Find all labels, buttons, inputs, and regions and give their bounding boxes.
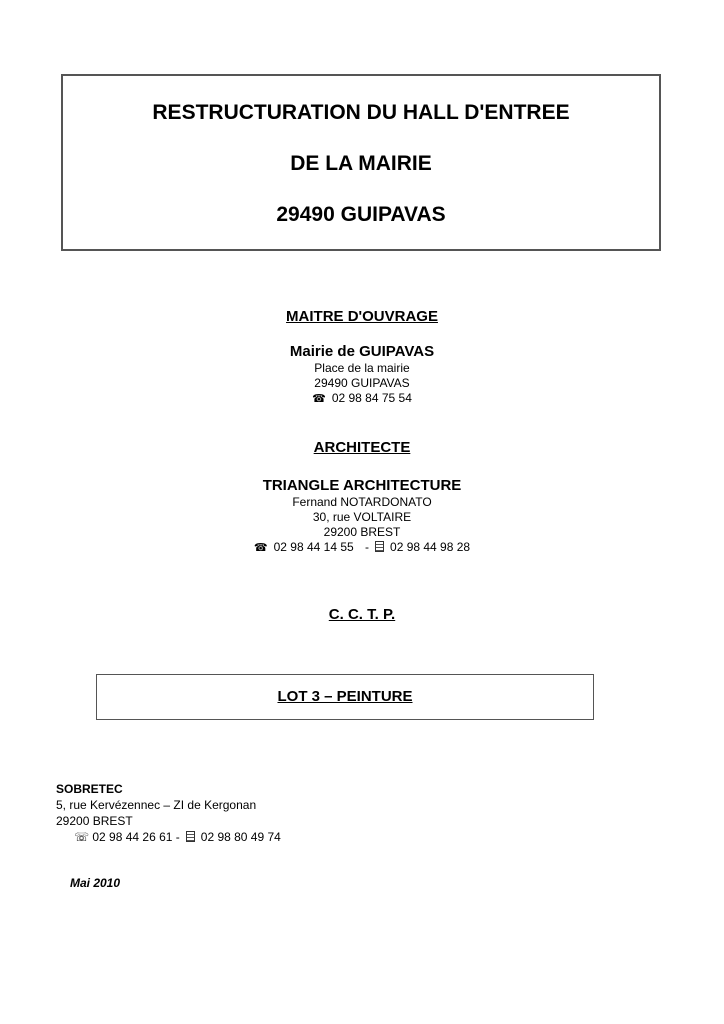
lot-box: [96, 674, 594, 720]
fax-icon: [186, 831, 195, 842]
architecte-phone: 02 98 44 14 55: [273, 540, 354, 554]
document-date: Mai 2010: [70, 876, 121, 890]
phone-icon: ☏: [74, 830, 90, 844]
company-address-2: 29200 BREST: [56, 814, 133, 828]
architecte-contact: Fernand NOTARDONATO: [292, 495, 432, 509]
title-line-3: 29490 GUIPAVAS: [276, 203, 446, 226]
architecte-fax: 02 98 44 98 28: [390, 540, 471, 554]
cctp-section: [0, 606, 724, 624]
lot-label: LOT 3 – PEINTURE: [277, 688, 413, 705]
fax-icon: [375, 541, 384, 552]
title-box: [61, 74, 661, 251]
maitre-ouvrage-phone: 02 98 84 75 54: [331, 391, 412, 405]
maitre-ouvrage-phone-line: [0, 391, 724, 407]
phone-icon: ☎: [312, 393, 326, 405]
phone-icon: ☎: [253, 542, 268, 554]
maitre-ouvrage-address-1: Place de la mairie: [314, 361, 410, 375]
cctp-heading: C. C. T. P.: [328, 606, 396, 623]
architecte-section: [0, 439, 724, 556]
title-line-2: DE LA MAIRIE: [290, 152, 432, 175]
company-name: SOBRETEC: [56, 782, 123, 796]
company-phone: 02 98 44 26 61 -: [92, 830, 180, 844]
architecte-name: TRIANGLE ARCHITECTURE: [262, 477, 462, 494]
architecte-heading: ARCHITECTE: [313, 439, 411, 456]
architecte-phone-line: [0, 540, 724, 556]
company-fax: 02 98 80 49 74: [200, 830, 281, 844]
maitre-ouvrage-section: [0, 308, 724, 407]
company-phone-line: [56, 829, 281, 845]
architecte-address-1: 30, rue VOLTAIRE: [312, 510, 412, 524]
maitre-ouvrage-heading: MAITRE D'OUVRAGE: [286, 308, 438, 325]
title-line-1: RESTRUCTURATION DU HALL D'ENTREE: [152, 101, 570, 124]
maitre-ouvrage-name: Mairie de GUIPAVAS: [289, 343, 435, 360]
company-block: [56, 781, 281, 845]
architecte-address-2: 29200 BREST: [323, 525, 401, 539]
maitre-ouvrage-address-2: 29490 GUIPAVAS: [314, 376, 410, 390]
architecte-separator: -: [365, 540, 370, 554]
company-address-1: 5, rue Kervézennec – ZI de Kergonan: [56, 798, 257, 812]
